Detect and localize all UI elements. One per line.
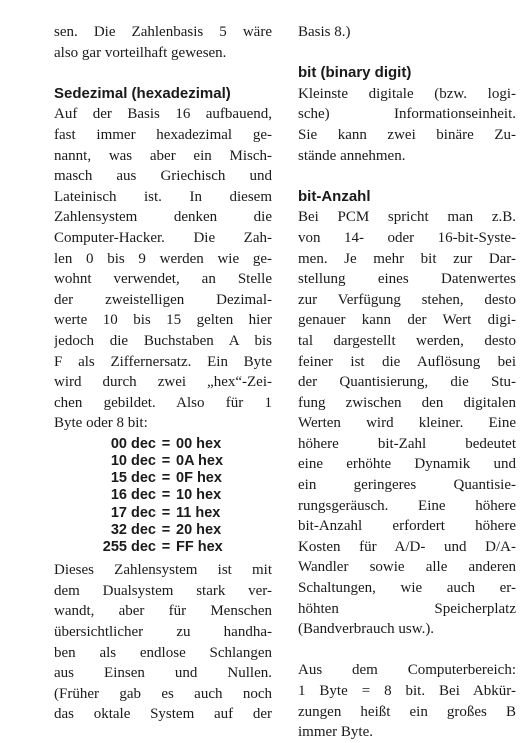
text-line: Kleinste digitale (bzw. logi- xyxy=(298,85,516,102)
continuation-paragraph xyxy=(298,22,516,43)
text-line: eine erhöhte Dynamik und xyxy=(298,456,516,473)
dec-value: 16 dec xyxy=(110,487,156,504)
text-line: Byte oder 8 bit: xyxy=(54,415,148,432)
equals-sign: = xyxy=(161,487,171,504)
text-line: Kosten für A/D- und D/A- xyxy=(298,538,516,555)
text-line: das oktale System auf der xyxy=(54,706,272,723)
text-line: also gar vorteilhaft gewesen. xyxy=(54,44,227,61)
text-line: ein geringeres Quantisie- xyxy=(298,477,516,494)
text-line: Werten wird kleiner. Eine xyxy=(298,415,516,432)
hex-value: 0F hex xyxy=(176,470,222,487)
text-line: Wandler sowie alle anderen xyxy=(298,559,516,576)
text-line: Auf der Basis 16 aufbauend, xyxy=(54,106,272,123)
heading-bit-count: bit-Anzahl xyxy=(298,187,371,205)
text-line: fast immer hexadezimal ge- xyxy=(54,126,272,143)
text-line: stellung eines Datenwertes xyxy=(298,271,516,288)
dec-value: 15 dec xyxy=(110,470,156,487)
text-line: sche) Informationseinheit. xyxy=(298,106,516,123)
left-column xyxy=(54,22,272,725)
text-line: wohnt verwendet, an Stelle xyxy=(54,271,272,288)
hex-value: 0A hex xyxy=(176,453,224,470)
dual-system-paragraph xyxy=(54,560,272,725)
hex-value: 00 hex xyxy=(176,435,222,452)
bit-count-paragraph xyxy=(298,207,516,639)
table-row xyxy=(54,505,272,522)
hex-value: 10 hex xyxy=(176,487,222,504)
table-row xyxy=(54,453,272,470)
equals-sign: = xyxy=(161,504,171,521)
text-line: Computer-Hacker. Die Zah- xyxy=(54,229,272,246)
text-line: aus Einsen und Nullen. xyxy=(54,665,272,682)
text-line: Bei PCM spricht man z.B. xyxy=(298,209,516,226)
table-row xyxy=(54,436,272,453)
text-line: (Bandverbrauch usw.). xyxy=(298,621,435,638)
right-column xyxy=(298,22,516,743)
text-line: masch aus Griechisch und xyxy=(54,168,272,185)
text-line: chen gebildet. Also für 1 xyxy=(54,394,272,411)
text-line: feiner ist die Auflösung bei xyxy=(298,353,516,370)
text-line: stände annehmen. xyxy=(298,147,406,164)
text-line: 1 Byte = 8 bit. Bei Abkür- xyxy=(298,683,516,699)
dec-value: 00 dec xyxy=(110,435,156,452)
text-line: immer Byte. xyxy=(298,724,373,741)
text-line: höhten Speicherplatz xyxy=(298,600,516,617)
text-line: F als Ziffernersatz. Ein Byte xyxy=(54,353,272,370)
hex-value: FF hex xyxy=(176,539,223,556)
text-line: übersichtlicher zu handha- xyxy=(54,624,272,641)
text-line: (Früher gab es auch noch xyxy=(54,685,272,702)
text-line: ben als endlose Schlangen xyxy=(54,644,272,661)
text-line: wird durch zwei „hex“-Zei- xyxy=(54,374,272,391)
bit-paragraph xyxy=(298,84,516,166)
text-line: Basis 8.) xyxy=(298,24,351,40)
text-line: bit-Anzahl erfordert höhere xyxy=(298,518,516,535)
text-line: sen. Die Zahlenbasis 5 wäre xyxy=(54,24,272,40)
table-row xyxy=(54,470,272,487)
hex-value: 11 hex xyxy=(176,504,221,521)
dec-value: 255 dec xyxy=(102,539,156,556)
equals-sign: = xyxy=(161,435,171,452)
text-line: werte 10 bis 15 gelten hier xyxy=(54,312,272,329)
hex-value: 20 hex xyxy=(176,521,222,538)
text-line: Dieses Zahlensystem ist mit xyxy=(54,562,272,579)
text-line: jedoch die Buchstaben A bis xyxy=(54,332,272,349)
dec-value: 10 dec xyxy=(110,453,156,470)
equals-sign: = xyxy=(161,521,171,538)
text-line: genauer kann der Wert digi- xyxy=(298,312,516,329)
table-row xyxy=(54,539,272,556)
text-line: der zweistelligen Dezimal- xyxy=(54,291,272,308)
heading-bit: bit (binary digit) xyxy=(298,64,412,82)
text-line: der Quantisierung, die Stu- xyxy=(298,374,516,391)
dec-hex-table xyxy=(54,436,272,556)
equals-sign: = xyxy=(161,453,171,470)
text-line: len 0 bis 9 werden wie ge- xyxy=(54,250,272,267)
equals-sign: = xyxy=(161,539,171,556)
text-line: zur Verfügung stehen, desto xyxy=(298,291,516,308)
text-line: Zahlensystem denken die xyxy=(54,209,272,226)
text-line: dem Dualsystem stark ver- xyxy=(54,582,272,599)
text-line: men. Je mehr bit zur Dar- xyxy=(298,250,516,267)
text-line: zungen heißt ein großes B xyxy=(298,703,516,720)
text-line: höhere bit-Zahl bedeutet xyxy=(298,435,516,452)
text-line: wandt, aber für Menschen xyxy=(54,603,272,620)
intro-paragraph xyxy=(54,22,272,63)
table-row xyxy=(54,487,272,504)
equals-sign: = xyxy=(161,470,171,487)
text-line: Sie kann zwei binäre Zu- xyxy=(298,126,516,143)
text-line: Aus dem Computerbereich: xyxy=(298,662,516,679)
text-line: Schaltungen, wie auch er- xyxy=(298,580,516,597)
text-line: tal dargestellt werden, desto xyxy=(298,332,516,349)
hex-paragraph xyxy=(54,104,272,434)
text-line: fung zwischen den digitalen xyxy=(298,394,516,411)
table-row xyxy=(54,522,272,539)
heading-hexadecimal: Sedezimal (hexadezimal) xyxy=(54,84,231,102)
computer-paragraph xyxy=(298,660,516,742)
text-line: von 14- oder 16-bit-Syste- xyxy=(298,229,516,246)
text-line: nannt, was aber ein Misch- xyxy=(54,147,272,164)
dec-value: 17 dec xyxy=(110,504,156,521)
text-line: Lateinisch ist. In diesem xyxy=(54,188,272,205)
text-line: rungsgeräusch. Eine höhere xyxy=(298,497,516,514)
dec-value: 32 dec xyxy=(110,521,156,538)
